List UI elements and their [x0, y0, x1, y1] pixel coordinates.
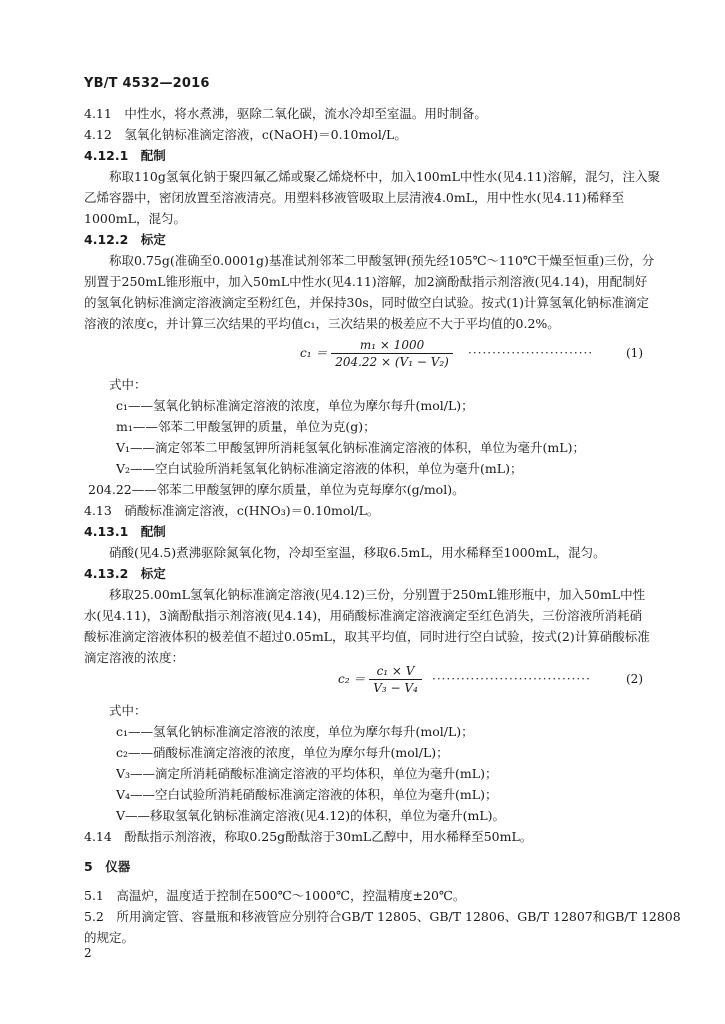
equation-1-leader-dots: ··························: [468, 346, 594, 360]
symbol-definition: V₂——空白试验所消耗氢氧化钠标准滴定溶液的体积，单位为毫升(mL)；: [116, 461, 523, 476]
symbol-definition: V——移取氢氧化钠标准滴定溶液(见4.12)的体积，单位为毫升(mL)。: [116, 808, 506, 823]
clause-4-14: 4.14 酚酞指示剂溶液，称取0.25g酚酞溶于30mL乙醇中，用水稀释至50mL。: [84, 829, 533, 844]
clause-4-13: 4.13 硝酸标准滴定溶液，c(HNO₃)＝0.10mol/L。: [84, 503, 380, 518]
paragraph-line: 移取25.00mL氢氧化钠标准滴定溶液(见4.12)三份，分别置于250mL锥形瓶中，加入50mL中性: [109, 587, 646, 602]
paragraph-line: 硝酸(见4.5)煮沸驱除氮氧化物，冷却至室温，移取6.5mL，用水稀释至1000mL，混匀。: [109, 545, 606, 560]
equation-1-lhs: c₁ ＝: [300, 346, 328, 360]
equation-1-numerator: m₁ × 1000: [331, 338, 453, 354]
paragraph-line: 溶液的浓度c，并计算三次结果的平均值c₁，三次结果的极差应不大于平均值的0.2%。: [84, 316, 560, 331]
symbol-definition: c₁——氢氧化钠标准滴定溶液的浓度，单位为摩尔每升(mol/L)；: [116, 724, 474, 739]
clause-5-1: 5.1 高温炉，温度适于控制在500℃～1000℃，控温精度±20℃。: [84, 888, 466, 903]
where-label: 式中：: [109, 377, 147, 392]
equation-1-number: (1): [626, 346, 643, 360]
page-number: 2: [84, 946, 92, 960]
standard-number-header: YB/T 4532—2016: [84, 76, 210, 91]
clause-4-11: 4.11 中性水，将水煮沸，驱除二氧化碳，流水冷却至室温。用时制备。: [84, 106, 487, 121]
symbol-definition: m₁——邻苯二甲酸氢钾的质量，单位为克(g)；: [116, 419, 376, 434]
equation-1-fraction: [331, 338, 453, 369]
paragraph-line: 称取0.75g(准确至0.0001g)基准试剂邻苯二甲酸氢钾(预先经105℃～110℃干燥至恒重)三份，分: [109, 253, 655, 268]
heading-4-12-1: 4.12.1 配制: [84, 148, 166, 163]
equation-1-denominator: 204.22 × (V₁ − V₂): [335, 355, 449, 369]
paragraph-line: 称取110g氢氧化钠于聚四氟乙烯或聚乙烯烧杯中，加入100mL中性水(见4.11)溶解，混匀，注入聚: [109, 169, 660, 184]
symbol-definition: c₁——氢氧化钠标准滴定溶液的浓度，单位为摩尔每升(mol/L)；: [116, 398, 474, 413]
symbol-definition: c₂——硝酸标准滴定溶液的浓度，单位为摩尔每升(mol/L)；: [116, 745, 449, 760]
equation-2-fraction: [369, 664, 422, 695]
symbol-definition: 204.22——邻苯二甲酸氢钾的摩尔质量，单位为克每摩尔(g/mol)。: [88, 482, 465, 497]
heading-4-13-2: 4.13.2 标定: [84, 566, 166, 581]
heading-4-13-1: 4.13.1 配制: [84, 524, 166, 539]
equation-2-denominator: V₃ − V₄: [373, 681, 418, 695]
symbol-definition: V₁——滴定邻苯二甲酸氢钾所消耗氢氧化钠标准滴定溶液的体积，单位为毫升(mL)；: [116, 440, 585, 455]
equation-2-numerator: c₁ × V: [369, 664, 422, 680]
equation-2: [338, 664, 422, 695]
symbol-definition: V₃——滴定所消耗硝酸标准滴定溶液的平均体积，单位为毫升(mL)；: [116, 766, 498, 781]
paragraph-line: 别置于250mL锥形瓶中，加入50mL中性水(见4.11)溶解，加2滴酚酞指示剂溶液(见4.14)，用配制好: [84, 274, 648, 289]
paragraph-line: 的氢氧化钠标准滴定溶液滴定至粉红色，并保持30s，同时做空白试验。按式(1)计算氢氧化钠标准滴定: [84, 295, 650, 310]
paragraph-line: 滴定溶液的浓度：: [84, 650, 185, 665]
where-label: 式中：: [109, 703, 147, 718]
clause-4-12: 4.12 氢氧化钠标准滴定溶液，c(NaOH)＝0.10mol/L。: [84, 127, 407, 142]
paragraph-line: 水(见4.11)，3滴酚酞指示剂溶液(见4.14)，用硝酸标准滴定溶液滴定至红色消失，三份溶液所消耗硝: [84, 608, 643, 623]
clause-5-2: 5.2 所用滴定管、容量瓶和移液管应分别符合GB/T 12805、GB/T 12806、GB/T 12807和GB/T 12808: [84, 909, 681, 924]
paragraph-line: 乙烯容器中，密闭放置至溶液清亮。用塑料移液管吸取上层清液4.0mL，用中性水(见4.11)稀释至: [84, 190, 625, 205]
paragraph-line: 1000mL，混匀。: [84, 211, 186, 226]
equation-2-lhs: c₂ ＝: [338, 672, 366, 686]
paragraph-line: 的规定。: [84, 930, 135, 945]
symbol-definition: V₄——空白试验所消耗硝酸标准滴定溶液的体积，单位为毫升(mL)；: [116, 787, 498, 802]
paragraph-line: 酸标准滴定溶液体积的极差值不超过0.05mL，取其平均值，同时进行空白试验，按式(2)计算硝酸标准: [84, 629, 650, 644]
equation-2-number: (2): [626, 672, 643, 686]
equation-1: [300, 338, 453, 369]
heading-5: 5 仪器: [84, 859, 131, 874]
heading-4-12-2: 4.12.2 标定: [84, 232, 166, 247]
equation-2-leader-dots: ·································: [432, 672, 591, 686]
